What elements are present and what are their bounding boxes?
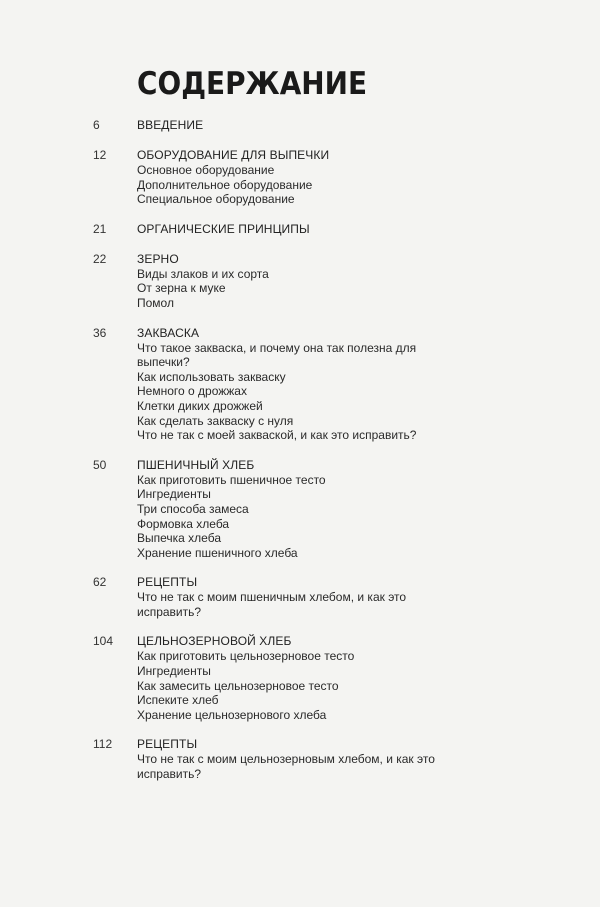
toc-page-number: 62	[93, 575, 107, 590]
toc-section-title: ЗЕРНО	[137, 251, 179, 266]
toc-subsection-item: Дополнительное оборудование	[137, 177, 313, 192]
toc-section-title: РЕЦЕПТЫ	[137, 575, 198, 590]
toc-subsection-item: Ингредиенты	[137, 487, 211, 502]
toc-page-number: 104	[93, 634, 114, 649]
toc-section	[0, 634, 600, 722]
table-of-contents	[0, 118, 600, 797]
toc-subsection-item: Выпечка хлеба	[137, 531, 221, 546]
toc-subsection-list	[0, 473, 600, 561]
toc-subsection-item: Как приготовить цельнозерновое тесто	[137, 649, 355, 664]
toc-subsection-item: Основное оборудование	[137, 163, 275, 177]
toc-subsection-item: Виды злаков и их сорта	[137, 266, 269, 281]
toc-section-title: ВВЕДЕНИЕ	[137, 118, 204, 132]
toc-subsection-item: Как приготовить пшеничное тесто	[137, 472, 326, 487]
toc-page-number: 36	[93, 325, 107, 340]
toc-page-number: 22	[93, 251, 107, 266]
toc-subsection-item: Что не так с моим цельнозерновым хлебом, и как это исправить?	[137, 752, 435, 782]
toc-subsection-item: Клетки диких дрожжей	[137, 398, 263, 413]
toc-subsection-list	[0, 267, 600, 311]
toc-section	[0, 148, 600, 207]
toc-subsection-item: Немного о дрожжах	[137, 384, 247, 399]
toc-subsection-list	[0, 590, 600, 619]
toc-subsection-item: Как сделать закваску с нуля	[137, 413, 294, 428]
toc-section	[0, 222, 600, 237]
toc-section-title: ЗАКВАСКА	[137, 325, 200, 340]
toc-subsection-item: Специальное оборудование	[137, 192, 295, 207]
toc-section-title: РЕЦЕПТЫ	[137, 737, 198, 752]
toc-subsection-item: Три способа замеса	[137, 501, 249, 516]
toc-subsection-item: Ингредиенты	[137, 664, 211, 679]
toc-section-title: ОРГАНИЧЕСКИЕ ПРИНЦИПЫ	[137, 221, 310, 236]
page-title: СОДЕРЖАНИЕ	[137, 66, 368, 102]
toc-subsection-list	[0, 649, 600, 722]
toc-subsection-item: Как замесить цельнозерновое тесто	[137, 678, 339, 693]
toc-subsection-list	[0, 163, 600, 207]
toc-section-title: ЦЕЛЬНОЗЕРНОВОЙ ХЛЕБ	[137, 634, 292, 649]
toc-page-number: 112	[93, 737, 113, 752]
toc-page-number: 50	[93, 457, 107, 472]
toc-section-title: ПШЕНИЧНЫЙ ХЛЕБ	[137, 457, 255, 472]
toc-section	[0, 326, 600, 443]
toc-subsection-item: Помол	[137, 295, 174, 310]
toc-section	[0, 575, 600, 619]
toc-section	[0, 118, 600, 133]
toc-subsection-list	[0, 341, 600, 443]
toc-subsection-item: От зерна к муке	[137, 281, 226, 296]
toc-subsection-item: Что такое закваска, и почему она так полезна для выпечки?	[137, 340, 417, 370]
toc-subsection-item: Хранение цельнозернового хлеба	[137, 707, 327, 722]
toc-section	[0, 252, 600, 311]
toc-page-number: 21	[93, 221, 107, 236]
toc-subsection-item: Хранение пшеничного хлеба	[137, 545, 298, 560]
toc-subsection-item: Формовка хлеба	[137, 516, 230, 531]
toc-subsection-item: Испеките хлеб	[137, 693, 219, 708]
toc-page-number: 6	[93, 118, 100, 132]
toc-subsection-item: Что не так с моим пшеничным хлебом, и как это исправить?	[137, 590, 407, 619]
toc-subsection-item: Что не так с моей закваской, и как это исправить?	[137, 428, 417, 443]
toc-section	[0, 737, 600, 781]
toc-page-number: 12	[93, 148, 107, 162]
toc-section	[0, 458, 600, 561]
toc-subsection-list	[0, 752, 600, 781]
toc-subsection-item: Как использовать закваску	[137, 369, 286, 384]
toc-section-title: ОБОРУДОВАНИЕ ДЛЯ ВЫПЕЧКИ	[137, 148, 330, 162]
